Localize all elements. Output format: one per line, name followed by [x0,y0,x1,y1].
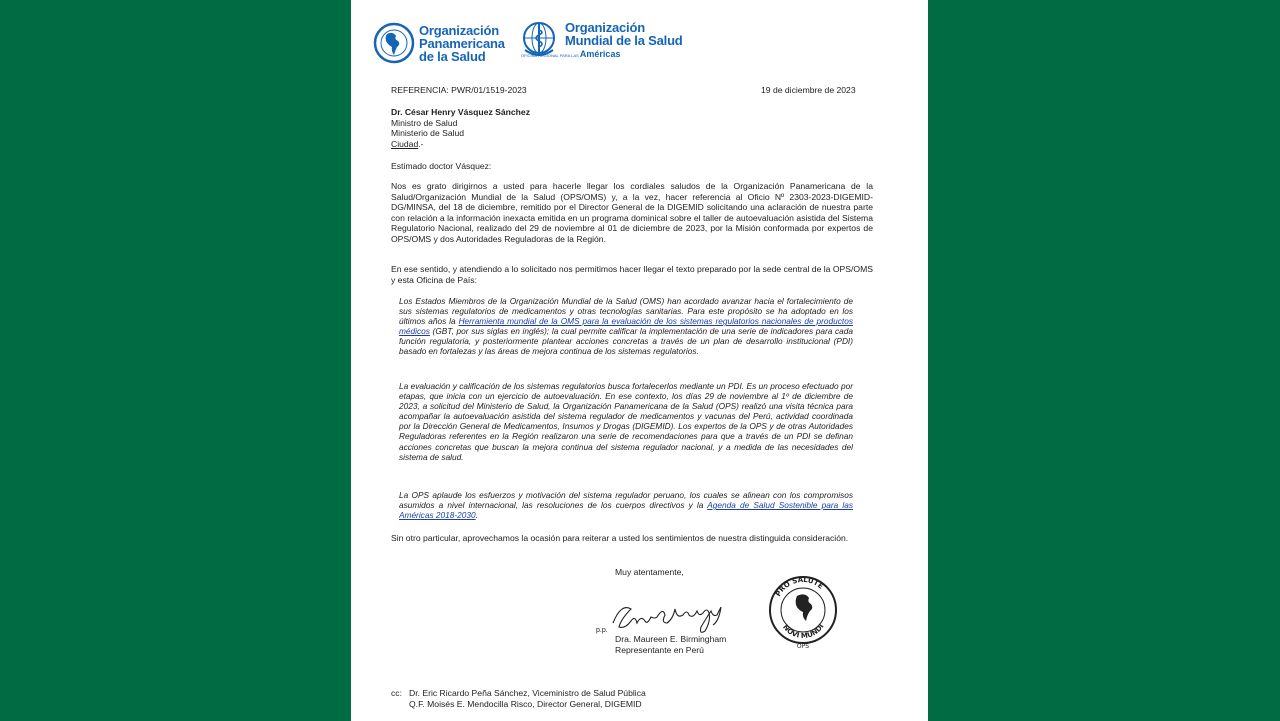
letter-date: 19 de diciembre de 2023 [761,85,856,95]
cc-label: cc: [391,688,402,698]
ops-seal [763,570,843,650]
who-logo-region: OFICINA REGIONAL PARA LAS Américas [521,49,621,59]
addressee-city: Ciudad.- [391,138,424,149]
pp-label: p.p. [596,627,608,634]
svg-text:NOVI MUNDI [781,623,826,641]
paho-logo-text: Organización Panamericana de la Salud [419,22,505,64]
gbt-tool-link[interactable]: Herramienta mundial de la OMS para la evaluación de los sistemas regulatorios nacionales de productos médicos [399,316,853,337]
addressee-org: Ministerio de Salud [391,128,465,138]
quote-paragraph-2: La evaluación y calificación de los sistemas regulatorios busca fortalecerlos mediante un PDI. Es un proceso efectuado por etapas, que inicia con un ejercicio de autoevaluación. En ese contexto, los días 29 de noviembre al 1º de diciembre de 2023, a solicitud del Ministerio de Salud, la Organización Panamericana de la Salud (OPS) realizó una visita técnica para acompañar la autoevaluación asistida del sistema regulador de medicamentos y vacunas del Perú, actividad coordinada por la Dirección General de Medicamentos, Insumos y Drogas (DIGEMID). Los expertos de la OPS y de otras Autoridades Reguladoras referentes en la Región realizaron una serie de recomendaciones para que a través de un PDI se definan acciones concretas que buscan la mejora continua del sistema regulador nacional, y a medida de las necesidades del sistema de salud. [399,381,853,462]
addressee-title: Ministro de Salud [391,117,458,128]
paragraph-1: Nos es grato dirigirnos a usted para hacerle llegar los cordiales saludos de la Organización Panamericana de la Salud/Organización Mundial de la Salud (OPS/OMS) y, a la vez, hacer referencia al Oficio Nº 2303-2023-DIGEMID-DG/MINSA, del 18 de diciembre, remitido por el Director General de la DIGEMID solicitando una aclaración de nuestra parte con relación a la información inexacta emitida en un programa dominical sobre el taller de autoevaluación asistida del Sistema Regulatorio Nacional, realizado del 29 de noviembre al 01 de diciembre de 2023, por la Misión conformada por expertos de OPS/OMS y dos Autoridades Reguladoras de la Región. [391,181,873,244]
signer-name: Dra. Maureen E. Birmingham [615,634,727,644]
seal-top-text: PRO SALUTE [774,575,825,598]
paho-logo [373,22,505,64]
closing: Muy atentamente, [615,567,684,577]
paho-globe-icon [373,22,415,64]
signer-block [615,634,726,655]
reference: REFERENCIA: PWR/01/1519-2023 [391,85,527,95]
addressee-name: Dr. César Henry Vásquez Sánchez [391,107,530,117]
who-logo-text: Organización Mundial de la Salud [565,20,683,48]
quote-paragraph-1: Los Estados Miembros de la Organización Mundial de la Salud (OMS) han acordado avanzar hacia el fortalecimiento de sus sistemas regulatorios de medicamentos y otras tecnologías sanitarias. Para este propósito se ha adoptado en los últimos años la Herramienta mundial de la OMS para la evaluación de los sistemas regulatorios nacionales de productos médicos (GBT, por sus siglas en inglés); la cual permite calificar la implementación de una serie de indicadores para cada función regulatoria, y posteriormente plantear acciones concretas a través de un plan de desarrollo institucional (PDI) basado en fortalezas y las áreas de mejora continua de los sistemas regulatorios. [399,296,853,357]
signer-title: Representante en Perú [615,644,704,655]
letter-page [351,0,928,721]
quote-paragraph-3: La OPS aplaude los esfuerzos y motivación del sistema regulador peruano, los cuales se alinean con los compromisos asumidos a nivel internacional, las resoluciones de los cuerpos directivos y la Agenda de Salud Sostenible para las Américas 2018-2030. [399,490,853,521]
addressee-block [391,107,530,149]
seal-bottom-text: NOVI MUNDI [781,622,826,641]
health-agenda-link[interactable]: Agenda de Salud Sostenible para las Américas 2018-2030 [399,500,853,521]
who-logo [517,20,683,60]
seal-label: OPS [796,643,810,650]
paragraph-2: En ese sentido, y atendiendo a lo solicitado nos permitimos hacer llegar el texto preparado por la sede central de la OPS/OMS y esta Oficina de País: [391,264,873,285]
cc-list [409,688,646,709]
paragraph-closing: Sin otro particular, aprovechamos la ocasión para reiterar a usted los sentimientos de nuestra distinguida consideración. [391,533,849,543]
greeting: Estimado doctor Vásquez: [391,161,492,171]
cc-item: Dr. Eric Ricardo Peña Sánchez, Viceministro de Salud Pública [409,688,646,698]
cc-item: Q.F. Moisés E. Mendocilla Risco, Director General, DIGEMID [409,698,642,709]
